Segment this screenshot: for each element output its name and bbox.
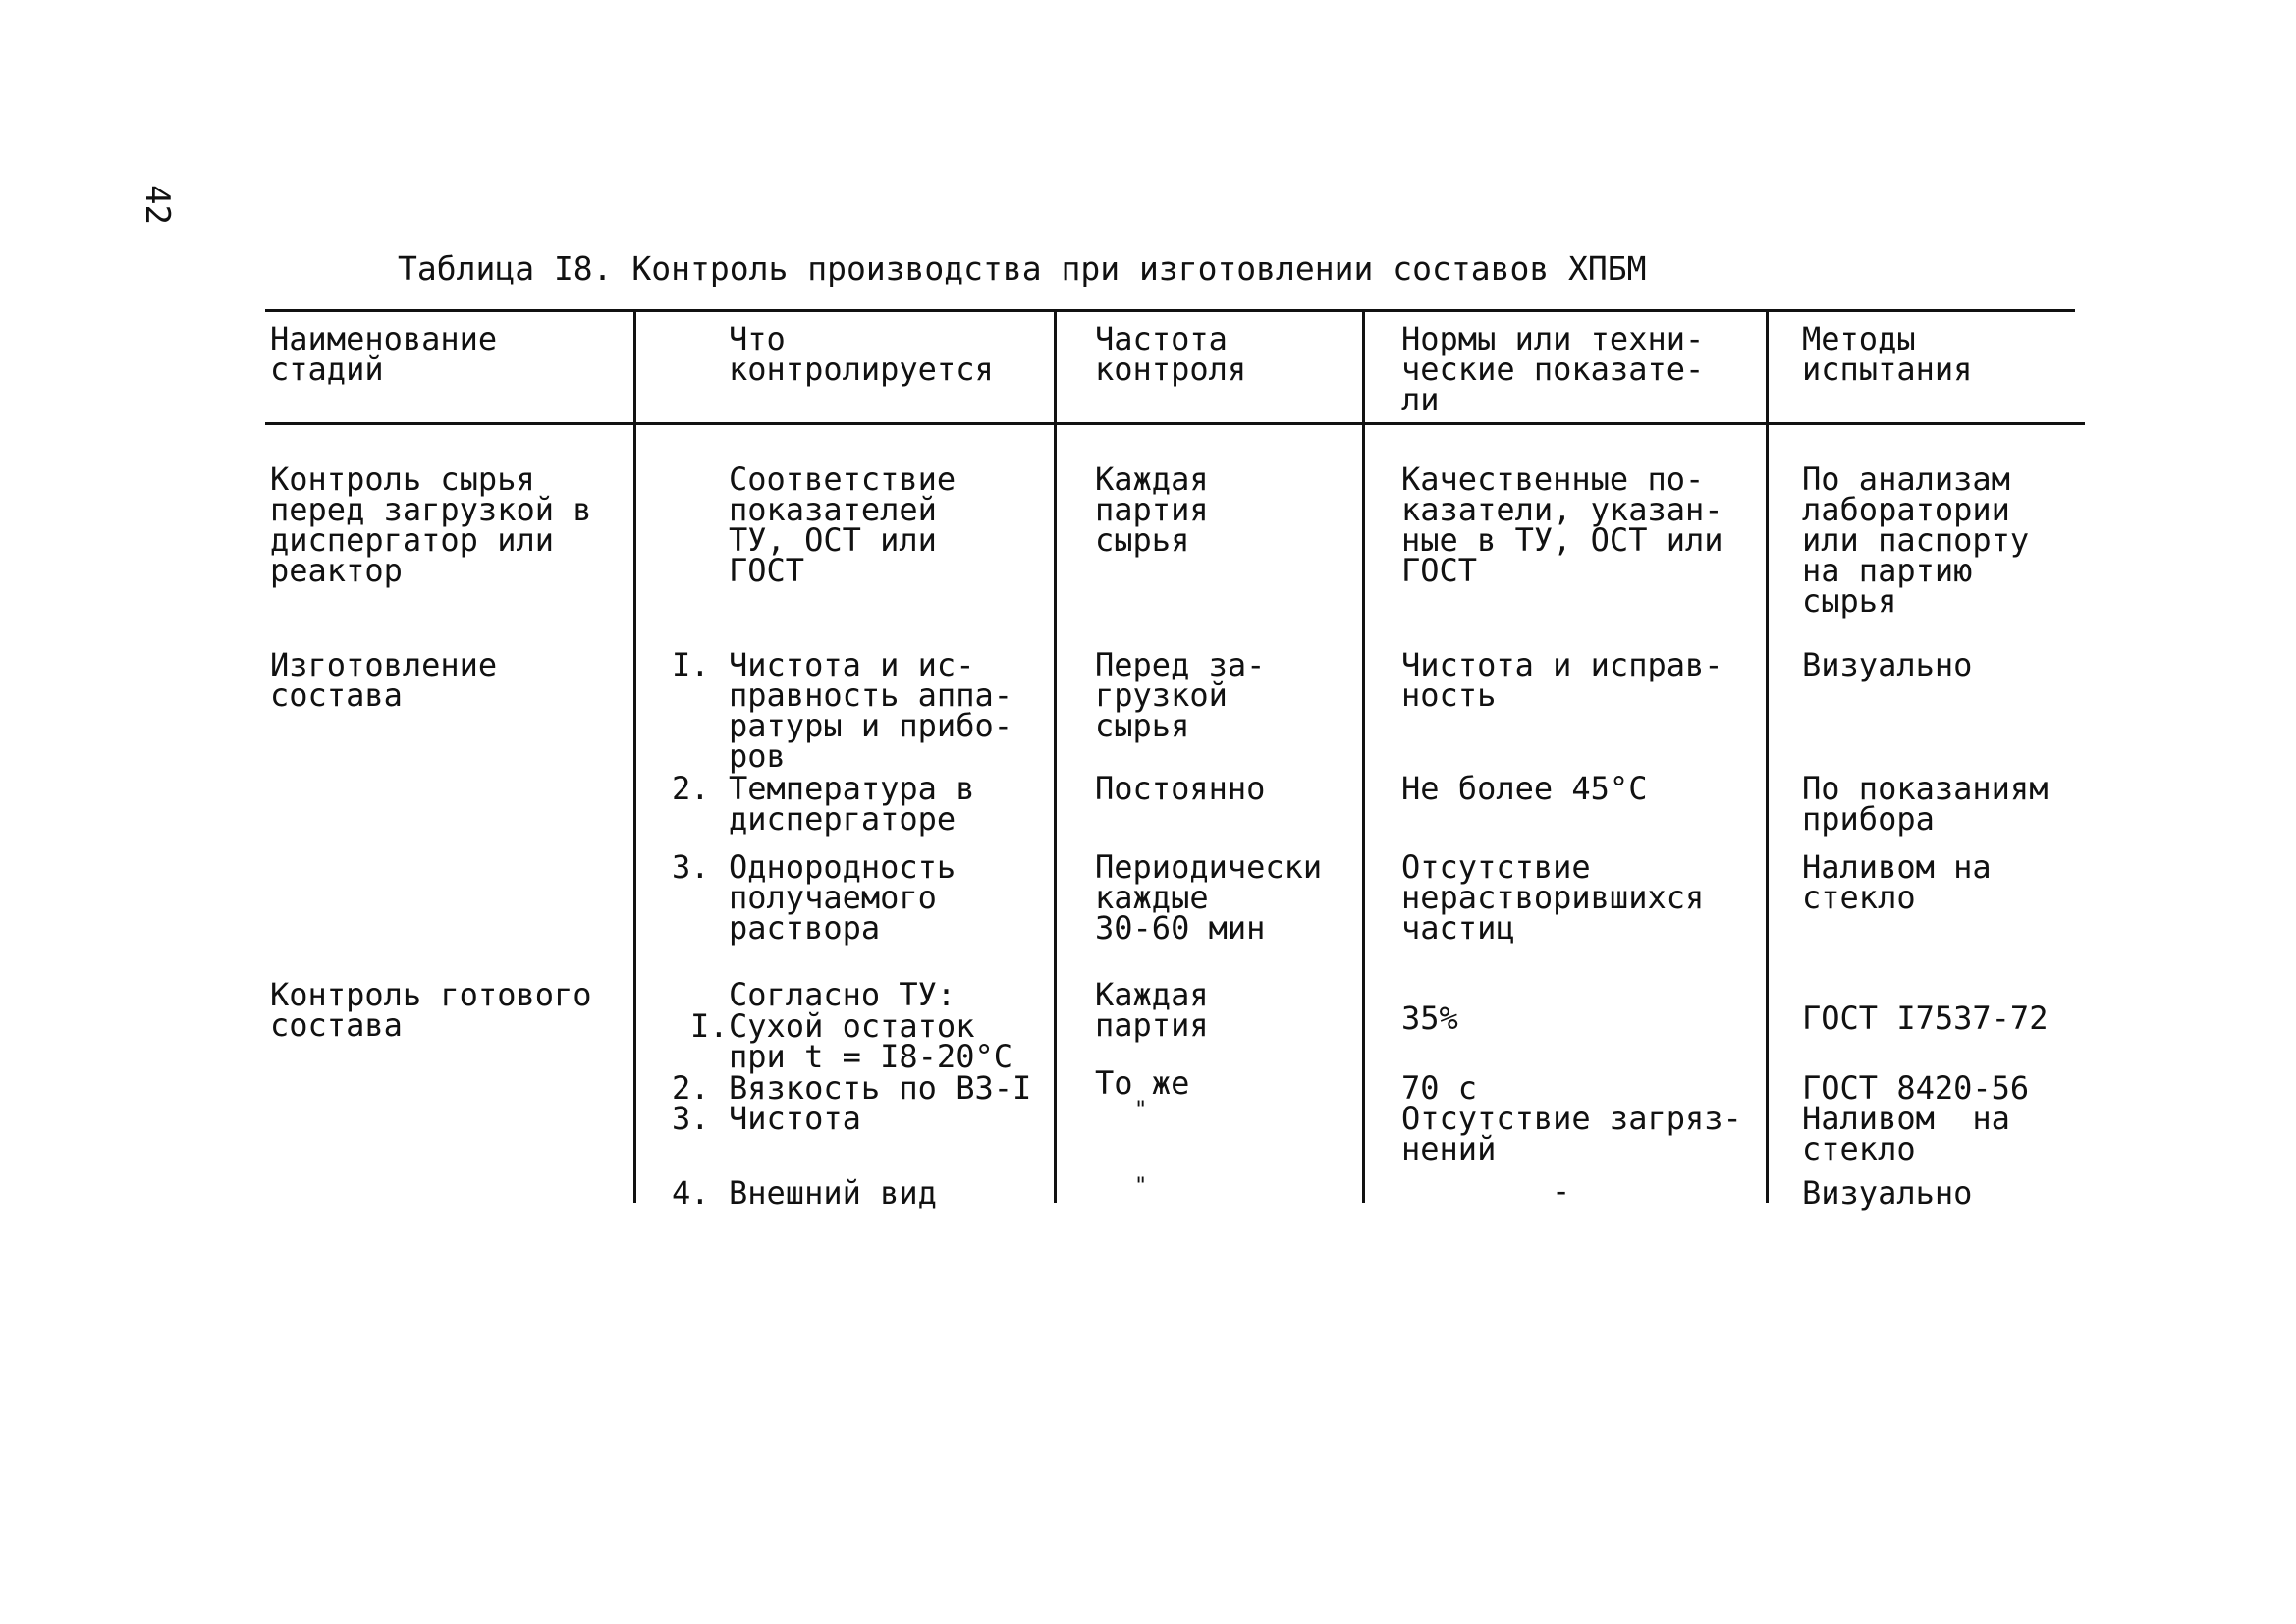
row2-item3-frequency: Периодически каждые 30-60 мин [1095, 848, 1323, 947]
row3-item2-methods: ГОСТ 8420-56 [1802, 1069, 2030, 1107]
row3-item3-norms: Отсутствие загряз- нений [1401, 1100, 1742, 1167]
row2-item1-methods: Визуально [1802, 646, 1973, 683]
table-title: Таблица I8. Контроль производства при изготовлении составов ХПБМ [398, 249, 1647, 288]
row2-item2-what: Температура в диспергаторе [729, 770, 975, 838]
row1-norms: Качественные по- казатели, указан- ные в ТУ, ОСТ или ГОСТ [1401, 460, 1723, 589]
row2-item1-what: Чистота и ис- правность аппа- ратуры и прибо- ров [729, 646, 1012, 775]
header-bottom-rule [265, 422, 2085, 425]
row2-item3-number: 3. [672, 848, 710, 886]
row1-frequency: Каждая партия сырья [1095, 460, 1209, 559]
row3-item3-what: Чистота [729, 1100, 861, 1137]
row3-item1-norms: 35% [1401, 1000, 1458, 1037]
column-divider-1 [633, 309, 636, 1203]
row1-stage: Контроль сырья перед загрузкой в диспергатор или реактор [270, 460, 592, 589]
row1-methods: По анализам лаборатории или паспорту на партию сырья [1802, 460, 2030, 620]
row3-item3-number: 3. [672, 1100, 710, 1137]
row3-item2-frequency: То же [1095, 1064, 1190, 1102]
row2-item2-number: 2. [672, 770, 710, 807]
row3-item2-norms: 70 с [1401, 1069, 1478, 1107]
row3-item4-norms: - [1552, 1172, 1571, 1210]
row3-item4-frequency: " [1134, 1174, 1148, 1199]
row3-item2-what: Вязкость по ВЗ-I [729, 1069, 1032, 1107]
row3-item4-number: 4. [672, 1174, 710, 1212]
row3-item2-number: 2. [672, 1069, 710, 1107]
row2-item3-norms: Отсутствие нерастворившихся частиц [1401, 848, 1705, 947]
row3-item3-frequency: " [1134, 1098, 1148, 1122]
column-divider-2 [1054, 309, 1057, 1203]
column-divider-4 [1766, 309, 1769, 1203]
row3-item4-what: Внешний вид [729, 1174, 937, 1212]
header-methods: Методы испытания [1802, 320, 1973, 388]
row3-item1-what: Сухой остаток при t = I8-20°С [729, 1007, 1012, 1075]
row3-item1-number: I. [690, 1007, 729, 1045]
column-divider-3 [1362, 309, 1365, 1203]
row3-item1-methods: ГОСТ I7537-72 [1802, 1000, 2049, 1037]
row2-item3-methods: Наливом на стекло [1802, 848, 1992, 916]
row2-stage: Изготовление состава [270, 646, 498, 714]
row2-item2-frequency: Постоянно [1095, 770, 1266, 807]
row3-intro: Согласно ТУ: [729, 976, 957, 1013]
row3-frequency: Каждая партия [1095, 976, 1209, 1044]
row3-item4-methods: Визуально [1802, 1174, 1973, 1212]
row2-item1-frequency: Перед за- грузкой сырья [1095, 646, 1266, 744]
row2-item2-norms: Не более 45°С [1401, 770, 1648, 807]
row2-item3-what: Однородность получаемого раствора [729, 848, 957, 947]
row2-item2-methods: По показаниям прибора [1802, 770, 2049, 838]
row3-stage: Контроль готового состава [270, 976, 592, 1044]
table-top-rule [265, 309, 2075, 312]
header-frequency: Частота контроля [1095, 320, 1247, 388]
header-norms: Нормы или техни- ческие показате- ли [1401, 320, 1705, 418]
row2-item1-norms: Чистота и исправ- ность [1401, 646, 1723, 714]
header-stage: Наименование стадий [270, 320, 498, 388]
row3-item3-methods: Наливом на стекло [1802, 1100, 2010, 1167]
page-number: 42 [137, 185, 177, 225]
header-what: Что контролируется [729, 320, 994, 388]
row2-item1-number: I. [672, 646, 710, 683]
row1-what: Соответствие показателей ТУ, ОСТ или ГОСТ [729, 460, 957, 589]
